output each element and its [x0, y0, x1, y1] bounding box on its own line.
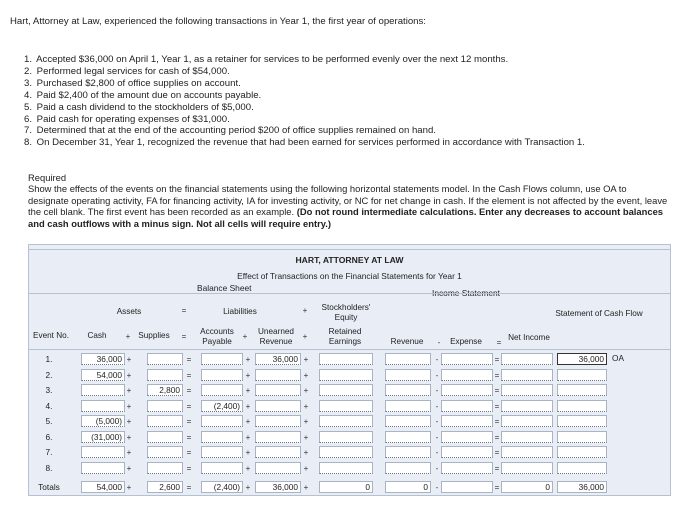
plus-sign: + — [303, 355, 309, 364]
equals-sign: = — [186, 463, 192, 473]
plus-sign: + — [242, 332, 248, 341]
cash-flow-activity-cell[interactable] — [609, 481, 635, 493]
transaction-list — [24, 54, 585, 149]
net-income-cell[interactable] — [501, 431, 553, 443]
transaction-item — [24, 114, 585, 126]
required-text: Show the effects of the events on the financial statements using the following horizontal statements model. In the Cash Flows column, use OA to designate operating activity, FA for financing activity, IA for investing activity, or NC for net change in cash. If the element is not affected by the event, leave the cell blank. The first event has been recorded as an example. — [28, 183, 668, 218]
cash-flow-amount-cell[interactable] — [557, 369, 607, 381]
retained-earnings-cell[interactable] — [319, 353, 373, 365]
plus-sign: + — [125, 332, 131, 341]
plus-sign: + — [303, 370, 309, 380]
equals-sign: = — [186, 370, 192, 380]
transaction-number: 2. — [24, 65, 33, 77]
transaction-text: Accepted $36,000 on April 1, Year 1, as a retainer for services to be performed evenly over the next 12 months. — [36, 54, 509, 65]
retained-earnings-header: Retained Earnings — [328, 327, 362, 346]
cash-flow-activity-cell[interactable]: OA — [612, 353, 624, 363]
equals-sign: = — [494, 463, 500, 473]
minus-sign: - — [435, 448, 439, 457]
transaction-item — [24, 137, 585, 149]
plus-sign: + — [303, 386, 309, 395]
retained-earnings-cell[interactable] — [319, 446, 373, 458]
transaction-text: Purchased $2,800 of office supplies on account. — [36, 77, 241, 89]
accounts-payable-cell[interactable] — [201, 462, 243, 474]
minus-sign: - — [435, 386, 439, 395]
plus-sign: + — [245, 370, 251, 380]
supplies-cell[interactable]: 2,800 — [147, 384, 183, 396]
expense-cell[interactable] — [441, 369, 493, 381]
accounts-payable-cell[interactable]: (2,400) — [201, 481, 243, 493]
event-number: 1. — [45, 354, 53, 364]
plus-sign: + — [245, 401, 251, 411]
cash-flow-amount-cell[interactable] — [557, 431, 607, 443]
equals-sign: = — [186, 448, 192, 457]
equals-sign: = — [494, 370, 500, 380]
accounts-payable-header: Accounts Payable — [200, 327, 234, 346]
net-income-header: Net Income — [508, 333, 550, 342]
transaction-number: 1. — [24, 54, 33, 65]
cash-flow-activity-cell[interactable] — [609, 369, 635, 381]
plus-sign: + — [126, 370, 132, 380]
plus-sign: + — [126, 483, 132, 492]
cash-cell[interactable]: 36,000 — [81, 353, 125, 365]
plus-sign: + — [245, 386, 251, 395]
equals-sign: = — [494, 355, 500, 364]
plus-sign: + — [245, 483, 251, 492]
supplies-cell[interactable] — [147, 462, 183, 474]
unearned-revenue-cell[interactable] — [255, 369, 301, 381]
accounts-payable-cell[interactable] — [201, 431, 243, 443]
income-statement-label: Income Statement — [432, 288, 500, 298]
retained-earnings-cell[interactable] — [319, 384, 373, 396]
expense-cell[interactable] — [441, 481, 493, 493]
plus-sign: + — [245, 448, 251, 457]
unearned-revenue-cell[interactable] — [255, 431, 301, 443]
unearned-revenue-header: Unearned Revenue — [258, 327, 294, 346]
plus-sign: + — [245, 355, 251, 364]
event-number: 3. — [45, 385, 53, 395]
cash-flow-amount-cell[interactable] — [557, 384, 607, 396]
expense-cell[interactable] — [441, 446, 493, 458]
transaction-item — [24, 90, 585, 102]
cash-cell[interactable]: (31,000) — [81, 431, 125, 443]
required-heading: Required — [28, 172, 67, 183]
required-section — [28, 172, 668, 229]
cash-header: Cash — [87, 331, 107, 340]
revenue-header: Revenue — [390, 337, 424, 346]
plus-sign: + — [302, 332, 308, 341]
accounts-payable-cell[interactable] — [201, 415, 243, 427]
minus-sign: - — [435, 432, 439, 442]
minus-sign: - — [435, 417, 439, 426]
transaction-text: On December 31, Year 1, recognized the revenue that had been earned for services performed in accordance with Transaction 1. — [36, 137, 585, 149]
expense-cell[interactable] — [441, 431, 493, 443]
equals-sign: = — [494, 386, 500, 395]
retained-earnings-cell[interactable] — [319, 400, 373, 412]
equity-header: Stockholders' Equity — [321, 303, 371, 322]
accounts-payable-cell[interactable] — [201, 446, 243, 458]
expense-cell[interactable] — [441, 462, 493, 474]
transaction-number: 6. — [24, 113, 33, 125]
expense-cell[interactable] — [441, 353, 493, 365]
cash-cell[interactable]: 54,000 — [81, 481, 125, 493]
equals-sign: = — [181, 306, 187, 315]
supplies-cell[interactable] — [147, 400, 183, 412]
model-subtitle: Effect of Transactions on the Financial Statements for Year 1 — [237, 271, 462, 281]
transaction-number: 8. — [24, 137, 33, 149]
revenue-cell[interactable]: 0 — [385, 481, 431, 493]
minus-sign: - — [435, 370, 439, 380]
accounts-payable-cell[interactable]: (2,400) — [201, 400, 243, 412]
liabilities-header: Liabilities — [223, 307, 257, 316]
equals-sign: = — [494, 417, 500, 426]
plus-sign: + — [126, 448, 132, 457]
supplies-cell[interactable] — [147, 369, 183, 381]
cash-flow-amount-cell[interactable] — [557, 446, 607, 458]
cash-cell[interactable]: 54,000 — [81, 369, 125, 381]
equals-sign: = — [186, 432, 192, 442]
cash-flow-amount-cell[interactable] — [557, 400, 607, 412]
accounts-payable-cell[interactable] — [201, 369, 243, 381]
equals-sign: = — [186, 386, 192, 395]
event-number: 4. — [45, 400, 53, 411]
revenue-cell[interactable] — [385, 462, 431, 474]
expense-cell[interactable] — [441, 415, 493, 427]
transaction-number: 5. — [24, 101, 33, 113]
plus-sign: + — [303, 448, 309, 457]
transaction-number: 4. — [24, 89, 33, 101]
unearned-revenue-cell[interactable] — [255, 446, 301, 458]
retained-earnings-cell[interactable] — [319, 415, 373, 427]
plus-sign: + — [245, 432, 251, 442]
plus-sign: + — [245, 417, 251, 426]
transaction-item — [24, 78, 585, 90]
net-income-cell[interactable] — [501, 369, 553, 381]
minus-sign: - — [435, 355, 439, 364]
revenue-cell[interactable] — [385, 415, 431, 427]
retained-earnings-cell[interactable]: 0 — [319, 481, 373, 493]
event-no-header: Event No. — [33, 331, 69, 340]
cash-flow-activity-cell[interactable] — [609, 400, 635, 412]
revenue-cell[interactable] — [385, 400, 431, 412]
minus-sign: - — [435, 463, 439, 473]
expense-cell[interactable] — [441, 384, 493, 396]
cash-flow-activity-cell[interactable] — [609, 415, 635, 427]
equals-sign: = — [186, 483, 192, 492]
assets-header: Assets — [116, 307, 142, 316]
net-income-cell[interactable]: 0 — [501, 481, 553, 493]
cash-flow-activity-cell[interactable] — [609, 431, 635, 443]
plus-sign: + — [126, 432, 132, 442]
cash-flow-activity-cell[interactable] — [609, 462, 635, 474]
transaction-text: Determined that at the end of the accounting period $200 of office supplies remained on hand. — [36, 125, 436, 137]
cash-cell[interactable] — [81, 446, 125, 458]
unearned-revenue-cell[interactable]: 36,000 — [255, 481, 301, 493]
net-income-cell[interactable] — [501, 353, 553, 365]
unearned-revenue-cell[interactable] — [255, 415, 301, 427]
cash-flow-activity-cell[interactable] — [609, 384, 635, 396]
statements-model-panel — [28, 244, 671, 496]
equals-sign: = — [186, 355, 192, 364]
revenue-cell[interactable] — [385, 431, 431, 443]
plus-sign: + — [126, 417, 132, 426]
plus-sign: + — [303, 463, 309, 473]
event-number: 7. — [45, 447, 53, 457]
net-income-cell[interactable] — [501, 446, 553, 458]
balance-sheet-label: Balance Sheet — [197, 283, 252, 293]
transaction-number: 3. — [24, 77, 33, 89]
equals-sign: = — [494, 483, 500, 492]
cash-flow-amount-cell[interactable]: 36,000 — [557, 353, 607, 365]
supplies-cell[interactable] — [147, 353, 183, 365]
equals-sign: = — [496, 338, 502, 347]
transaction-text: Paid $2,400 of the amount due on accounts payable. — [36, 89, 262, 101]
event-number: 5. — [45, 416, 53, 426]
cash-flow-activity-cell[interactable] — [609, 446, 635, 458]
retained-earnings-cell[interactable] — [319, 462, 373, 474]
plus-sign: + — [303, 432, 309, 442]
net-income-cell[interactable] — [501, 415, 553, 427]
required-bold-note: (Do not round intermediate calculations. Enter any decreases to account balances and cash outflows with a minus sign. Not all cells will require entry.) — [28, 206, 663, 229]
retained-earnings-cell[interactable] — [319, 431, 373, 443]
intro-text: Hart, Attorney at Law, experienced the following transactions in Year 1, the first year of operations: — [10, 16, 426, 27]
plus-sign: + — [303, 401, 309, 411]
transaction-item — [24, 125, 585, 137]
event-number: 2. — [45, 369, 53, 380]
plus-sign: + — [303, 483, 309, 492]
unearned-revenue-cell[interactable]: 36,000 — [255, 353, 301, 365]
cash-flow-amount-cell[interactable]: 36,000 — [557, 481, 607, 493]
net-income-cell[interactable] — [501, 400, 553, 412]
supplies-cell[interactable] — [147, 415, 183, 427]
plus-sign: + — [126, 355, 132, 364]
transaction-item — [24, 66, 585, 78]
minus-sign: - — [435, 483, 439, 492]
revenue-cell[interactable] — [385, 384, 431, 396]
supplies-cell[interactable] — [147, 431, 183, 443]
accounts-payable-cell[interactable] — [201, 384, 243, 396]
equals-sign: = — [494, 401, 500, 411]
plus-sign: + — [126, 401, 132, 411]
event-number: 6. — [45, 431, 53, 442]
supplies-header: Supplies — [138, 331, 170, 340]
plus-sign: + — [245, 463, 251, 473]
expense-header: Expense — [450, 337, 482, 346]
cash-cell[interactable] — [81, 384, 125, 396]
accounts-payable-cell[interactable] — [201, 353, 243, 365]
equals-sign: = — [494, 448, 500, 457]
equals-sign: = — [186, 417, 192, 426]
cash-flow-amount-cell[interactable] — [557, 415, 607, 427]
plus-sign: + — [126, 386, 132, 395]
unearned-revenue-cell[interactable] — [255, 462, 301, 474]
unearned-revenue-cell[interactable] — [255, 400, 301, 412]
transaction-text: Paid a cash dividend to the stockholders of $5,000. — [36, 101, 254, 113]
transaction-text: Performed legal services for cash of $54,000. — [36, 65, 230, 77]
revenue-cell[interactable] — [385, 446, 431, 458]
cash-cell[interactable]: (5,000) — [81, 415, 125, 427]
cash-cell[interactable] — [81, 400, 125, 412]
revenue-cell[interactable] — [385, 369, 431, 381]
net-income-cell[interactable] — [501, 462, 553, 474]
cash-cell[interactable] — [81, 462, 125, 474]
minus-sign: - — [435, 401, 439, 411]
equals-sign: = — [494, 432, 500, 442]
plus-sign: + — [126, 463, 132, 473]
plus-sign: + — [302, 306, 308, 315]
supplies-cell[interactable]: 2,600 — [147, 481, 183, 493]
plus-sign: + — [303, 417, 309, 426]
event-number: Totals — [38, 482, 60, 492]
transaction-number: 7. — [24, 125, 33, 137]
cash-flow-header: Statement of Cash Flow — [555, 309, 643, 318]
unearned-revenue-cell[interactable] — [255, 384, 301, 396]
net-income-cell[interactable] — [501, 384, 553, 396]
model-title: HART, ATTORNEY AT LAW — [295, 255, 404, 265]
supplies-cell[interactable] — [147, 446, 183, 458]
minus-sign: - — [437, 338, 441, 347]
equals-sign: = — [186, 401, 192, 411]
expense-cell[interactable] — [441, 400, 493, 412]
transaction-text: Paid cash for operating expenses of $31,000. — [36, 113, 230, 125]
event-number: 8. — [45, 462, 53, 473]
transaction-item — [24, 102, 585, 114]
equals-sign: = — [181, 332, 187, 341]
cash-flow-amount-cell[interactable] — [557, 462, 607, 474]
retained-earnings-cell[interactable] — [319, 369, 373, 381]
transaction-item — [24, 54, 585, 66]
revenue-cell[interactable] — [385, 353, 431, 365]
